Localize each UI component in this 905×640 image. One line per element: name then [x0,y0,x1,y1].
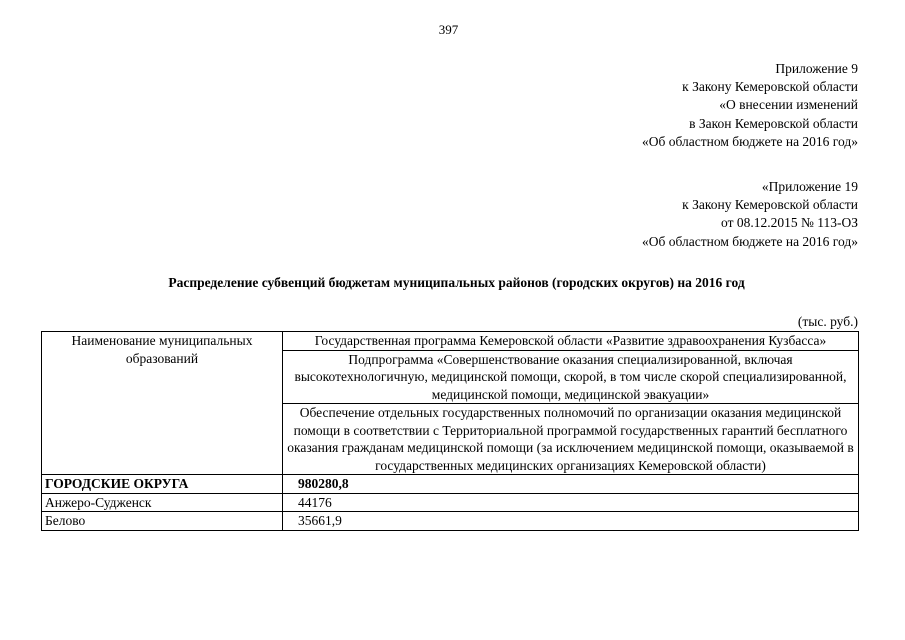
row-value-cell: 44176 [283,493,859,512]
header-measure-cell: Обеспечение отдельных государственных полномочий по организации оказания медицинской помощи в соответствии с Территориальной программой государственных гарантий бесплатного оказания гражданам медицинской помощи (за исключением медицинской помощи, оказываемой в государственных медицинских организациях Кемеровской области) [283,404,859,475]
table-row [42,493,859,512]
header-name-cell: Наименование муниципальных образований [42,332,283,475]
appendix-9-header [642,60,858,151]
appendix-19-line: «Приложение 19 [761,179,858,194]
row-name-cell: Белово [42,512,283,531]
row-value-cell: 35661,9 [283,512,859,531]
header-subprogram-cell: Подпрограмма «Совершенствование оказания специализированной, включая высокотехнологичную, медицинской помощи, скорой, в том числе скорой специализированной, медицинской помощи, медицинской эвакуации» [283,350,859,404]
units-label: (тыс. руб.) [797,314,858,329]
table-row [42,475,859,494]
appendix-19-line: от 08.12.2015 № 113-ОЗ [721,215,858,231]
document-title: Распределение субвенций бюджетам муниципальных районов (городских округов) на 2016 год [168,275,745,290]
appendix-9-line: к Закону Кемеровской области [682,79,858,95]
table-header-row [42,332,859,351]
header-program-cell: Государственная программа Кемеровской области «Развитие здравоохранения Кузбасса» [283,332,859,351]
row-name-cell: Анжеро-Судженск [42,493,283,512]
subvention-table [41,331,859,531]
appendix-9-line: Приложение 9 [775,61,858,76]
row-name-cell: ГОРОДСКИЕ ОКРУГА [42,475,283,494]
appendix-19-header [642,178,858,251]
row-value-cell: 980280,8 [283,475,859,494]
appendix-9-line: в Закон Кемеровской области [689,115,858,131]
appendix-19-line: к Закону Кемеровской области [682,197,858,213]
page-number: 397 [438,22,459,37]
appendix-19-line: «Об областном бюджете на 2016 год» [642,233,858,249]
appendix-9-line: «О внесении изменений [719,97,858,113]
table-row [42,512,859,531]
appendix-9-line: «Об областном бюджете на 2016 год» [642,133,858,149]
